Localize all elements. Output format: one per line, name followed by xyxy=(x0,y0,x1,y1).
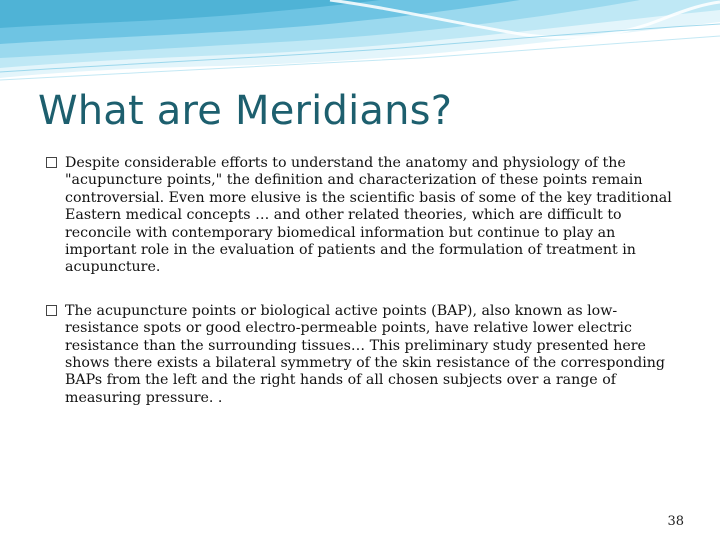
page-number: 38 xyxy=(667,514,684,529)
bullet-box-icon xyxy=(46,157,57,168)
bullet-item xyxy=(46,155,686,277)
bullet-item xyxy=(46,303,686,407)
bullet-box-icon xyxy=(46,305,57,316)
header-wave-decoration xyxy=(0,0,720,90)
slide-title: What are Meridians? xyxy=(38,88,453,134)
bullet-text: The acupuncture points or biological active points (BAP), also known as low-resistance spots or good electro-permeable points, have relative lower electric resistance than the surrounding tissues… This preliminary study presented here shows there exists a bilateral symmetry of the skin resistance of the corresponding BAPs from the left and the right hands of all chosen subjects over a range of measuring pressure. . xyxy=(65,302,666,406)
bullet-text: Despite considerable efforts to understand the anatomy and physiology of the "acupuncture points," the definition and characterization of these points remain controversial. Even more elusive is the scientific basis of some of the key traditional Eastern medical concepts … and other related theories, which are difficult to reconcile with contemporary biomedical information but continue to play an important role in the evaluation of patients and the formulation of treatment in acupuncture. xyxy=(65,155,672,276)
bullet-list xyxy=(46,155,686,407)
